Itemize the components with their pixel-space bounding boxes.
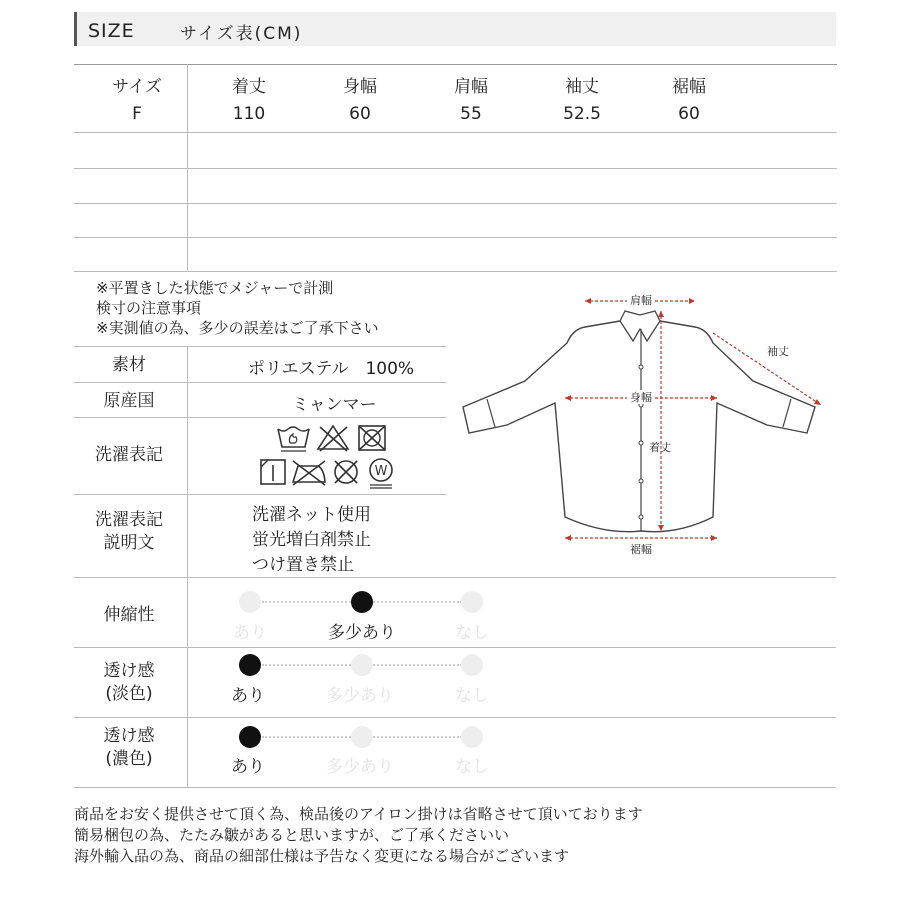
origin-label: 原産国 <box>103 391 155 411</box>
arrow-icon <box>711 535 717 541</box>
size-label: SIZE <box>88 20 135 42</box>
spec-rule <box>74 346 446 347</box>
spec-rule <box>74 494 446 495</box>
line-dry-shade-icon <box>258 457 288 487</box>
scale-dot-stretch-some <box>351 591 373 613</box>
spec-rule <box>74 382 446 383</box>
table-cell-length: 110 <box>232 104 266 124</box>
shirt-button <box>639 441 643 445</box>
spec-rule <box>74 417 446 418</box>
spec-rule <box>74 577 836 578</box>
arrow-icon <box>585 298 591 304</box>
scale-rule <box>74 647 836 648</box>
col-header-length: 着丈 <box>232 77 266 97</box>
care-desc-3: つけ置き禁止 <box>252 555 354 575</box>
footer-note-ironing: 商品をお安く提供させて頂く為、検品後のアイロン掛けは省略させて頂いております <box>74 805 643 823</box>
origin-value: ミャンマー <box>292 395 377 415</box>
scale-dot-sheer-light-yes <box>239 654 261 676</box>
shirt-button <box>639 479 643 483</box>
measure-note: ※平置きした状態でメジャーで計測 <box>96 279 334 297</box>
shirt-button <box>639 515 643 519</box>
care-label: 洗濯表記 <box>95 445 163 465</box>
sheer-light-label-line2: (淡色) <box>105 684 153 704</box>
scale-dot-sheer-dark-no <box>461 726 483 748</box>
material-value: ポリエステル 100% <box>248 359 415 379</box>
spec-divider <box>187 346 188 577</box>
scale-option-sheer-light-some: 多少あり <box>326 686 394 706</box>
arrow-icon <box>565 535 571 541</box>
footer-note-wrinkles: 簡易梱包の為、たたみ皺があると思いますが、ご了承くださいい <box>74 826 510 844</box>
table-rule <box>74 271 837 272</box>
scale-rule <box>74 787 836 788</box>
no-tumble-dry-icon <box>356 423 388 453</box>
table-rule <box>74 203 837 204</box>
sheer-light-label-line1: 透け感 <box>103 661 155 681</box>
table-rule <box>74 168 837 169</box>
arrow-icon <box>658 311 664 317</box>
scale-option-stretch-some: 多少あり <box>328 623 396 643</box>
sheer-dark-label-line1: 透け感 <box>103 726 155 746</box>
no-bleach-icon <box>316 423 351 453</box>
scale-option-sheer-dark-no: なし <box>455 757 489 777</box>
col-header-sleeve: 袖丈 <box>565 77 599 97</box>
sheer-dark-label-line2: (濃色) <box>105 749 153 769</box>
scale-dot-stretch-yes <box>239 591 261 613</box>
care-desc-2: 蛍光増白剤禁止 <box>252 530 371 550</box>
scale-dot-sheer-light-some <box>351 654 373 676</box>
scale-option-sheer-dark-some: 多少あり <box>326 757 394 777</box>
scale-option-stretch-no: なし <box>455 623 489 643</box>
wet-clean-gentle-icon <box>366 456 396 490</box>
footer-note-spec-change: 海外輸入品の為、商品の細部仕様は予告なく変更になる場合がございます <box>74 847 570 865</box>
sheer-dark-label <box>74 725 184 771</box>
diagram-label-shoulder: 肩幅 <box>630 294 652 307</box>
scale-divider <box>187 577 188 787</box>
sheer-light-label <box>74 660 184 706</box>
scale-dot-sheer-dark-yes <box>239 726 261 748</box>
table-cell-shoulder: 55 <box>460 104 482 124</box>
diagram-label-body-width: 身幅 <box>630 391 652 404</box>
col-header-size: サイズ <box>112 77 162 97</box>
measure-note-error: ※実測値の為、多少の誤差はご了承下さい <box>96 319 379 337</box>
diagram-label-hem: 裾幅 <box>630 543 652 556</box>
arrow-icon <box>814 399 821 405</box>
no-dry-clean-icon <box>330 457 362 487</box>
diagram-label-sleeve: 袖丈 <box>767 345 789 358</box>
care-desc-label <box>74 509 184 555</box>
diagram-label-length: 着丈 <box>649 441 671 454</box>
col-header-hem: 裾幅 <box>672 77 706 97</box>
table-cell-hem: 60 <box>678 104 700 124</box>
stretch-label: 伸縮性 <box>103 605 155 625</box>
table-cell-size: F <box>132 104 142 124</box>
no-iron-icon <box>290 457 328 487</box>
material-label: 素材 <box>112 355 146 375</box>
shirt-outline <box>463 321 815 532</box>
size-table-title: サイズ表(CM) <box>180 24 303 44</box>
table-cell-sleeve: 52.5 <box>563 104 601 124</box>
col-header-shoulder: 肩幅 <box>454 77 488 97</box>
scale-option-sheer-light-no: なし <box>455 686 489 706</box>
table-rule <box>74 132 837 133</box>
care-desc-1: 洗濯ネット使用 <box>252 505 371 525</box>
table-rule <box>74 237 837 238</box>
col-header-body-width: 身幅 <box>343 77 377 97</box>
scale-option-sheer-light-yes: あり <box>231 686 265 706</box>
shirt-measurement-diagram <box>455 285 890 565</box>
wash-40-gentle-icon <box>276 423 311 453</box>
care-desc-label-line2: 説明文 <box>103 533 155 553</box>
care-desc-label-line1: 洗濯表記 <box>95 510 163 530</box>
scale-dot-stretch-no <box>461 591 483 613</box>
arrow-icon <box>689 298 695 304</box>
measure-note-title: 検寸の注意事項 <box>96 299 202 317</box>
svg-text:W: W <box>374 464 388 479</box>
scale-rule <box>74 717 836 718</box>
table-divider <box>187 64 188 271</box>
table-cell-body-width: 60 <box>349 104 371 124</box>
shirt-button <box>639 365 643 369</box>
scale-option-stretch-yes: あり <box>233 623 267 643</box>
scale-dot-sheer-light-no <box>461 654 483 676</box>
scale-dot-sheer-dark-some <box>351 726 373 748</box>
scale-option-sheer-dark-yes: あり <box>231 757 265 777</box>
table-rule <box>74 64 837 65</box>
